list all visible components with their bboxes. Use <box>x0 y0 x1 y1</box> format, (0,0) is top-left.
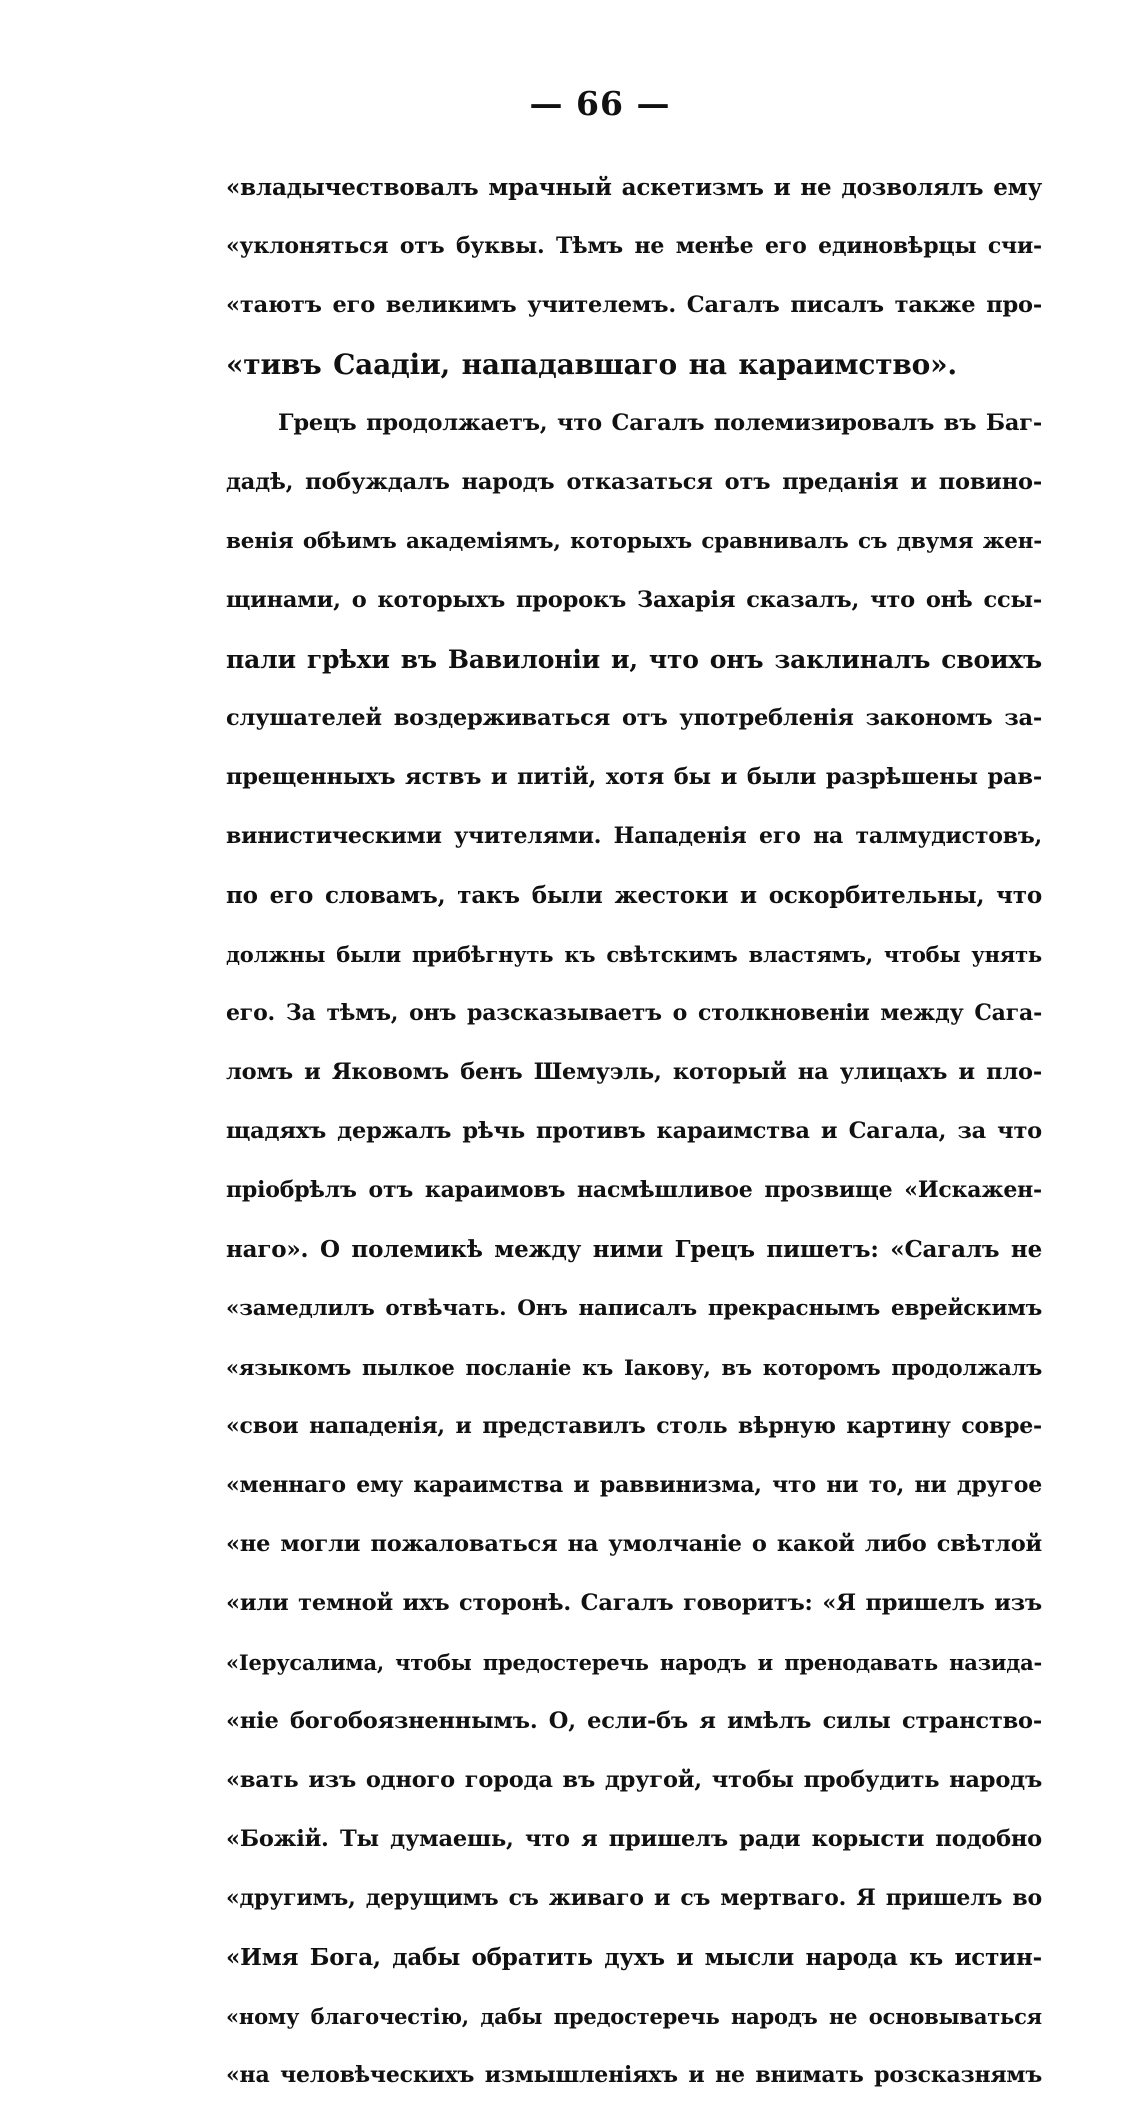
text-line: «вать изъ одного города въ другой, чтобы пробудить народъ <box>226 1767 1042 1793</box>
text-line: «замедлилъ отвѣчать. Онъ написалъ прекраснымъ еврейскимъ <box>226 1296 1042 1321</box>
text-line: прещенныхъ яствъ и питій, хотя бы и были разрѣшены рав- <box>226 764 1042 790</box>
text-line: «языкомъ пылкое посланіе къ Іакову, въ которомъ продолжалъ <box>226 1355 1042 1380</box>
text-line: наго». О полемикѣ между ними Грецъ пишетъ: «Сагалъ не <box>226 1236 1042 1263</box>
text-line: слушателей воздерживаться отъ употребленія закономъ за- <box>226 705 1042 731</box>
text-line: пали грѣхи въ Вавилоніи и, что онъ заклиналъ своихъ <box>226 645 1042 674</box>
text-line: «уклоняться отъ буквы. Тѣмъ не менѣе его единовѣрцы счи- <box>226 233 1042 259</box>
text-line: дадѣ, побуждалъ народъ отказаться отъ преданія и повино- <box>226 469 1042 495</box>
text-line: «ніе богобоязненнымъ. О, если-бъ я имѣлъ силы странство- <box>226 1708 1042 1734</box>
text-line: венія обѣимъ академіямъ, которыхъ сравнивалъ съ двумя жен- <box>226 529 1042 554</box>
text-line: «не могли пожаловаться на умолчаніе о какой либо свѣтлой <box>226 1531 1042 1557</box>
text-line: щинами, о которыхъ пророкъ Захарія сказалъ, что онѣ ссы- <box>226 587 1042 613</box>
text-line: «владычествовалъ мрачный аскетизмъ и не дозволялъ ему <box>226 174 1042 201</box>
text-line: «Іерусалима, чтобы предостеречь народъ и пренодавать назида- <box>226 1650 1042 1675</box>
text-line: «тивъ Саадіи, нападавшаго на караимство». <box>226 348 957 381</box>
text-line: «Божій. Ты думаешь, что я пришелъ ради корысти подобно <box>226 1826 1042 1852</box>
body-text <box>226 158 1042 2105</box>
page-number: — 66 — <box>529 84 671 123</box>
text-line: «другимъ, дерущимъ съ живаго и съ мертваго. Я пришелъ во <box>226 1885 1042 1911</box>
text-line: Грецъ продолжаетъ, что Сагалъ полемизировалъ въ Баг- <box>278 410 1042 436</box>
text-line: «на человѣческихъ измышленіяхъ и не внимать розсказнямъ <box>226 2062 1042 2088</box>
text-line: «ному благочестію, дабы предостеречь народъ не основываться <box>226 2004 1042 2029</box>
text-line: по его словамъ, такъ были жестоки и оскорбительны, что <box>226 882 1042 909</box>
text-line: должны были прибѣгнуть къ свѣтскимъ властямъ, чтобы унять <box>226 942 1042 967</box>
text-line: «меннаго ему караимства и раввинизма, что ни то, ни другое <box>226 1472 1042 1498</box>
text-line: «или темной ихъ сторонѣ. Сагалъ говоритъ: «Я пришелъ изъ <box>226 1590 1042 1616</box>
text-line: «свои нападенія, и представилъ столь вѣрную картину совре- <box>226 1413 1042 1439</box>
text-line: «Имя Бога, дабы обратить духъ и мысли народа къ истин- <box>226 1944 1042 1971</box>
text-line: «таютъ его великимъ учителемъ. Сагалъ писалъ также про- <box>226 292 1042 318</box>
text-line: щадяхъ держалъ рѣчь противъ караимства и Сагала, за что <box>226 1118 1042 1144</box>
text-line: ломъ и Яковомъ бенъ Шемуэль, который на улицахъ и пло- <box>226 1059 1042 1085</box>
text-line: винистическими учителями. Нападенія его на талмудистовъ, <box>226 823 1042 849</box>
text-line: его. За тѣмъ, онъ разсказываетъ о столкновеніи между Сага- <box>226 1000 1042 1026</box>
text-line: пріобрѣлъ отъ караимовъ насмѣшливое прозвище «Искажен- <box>226 1177 1042 1203</box>
